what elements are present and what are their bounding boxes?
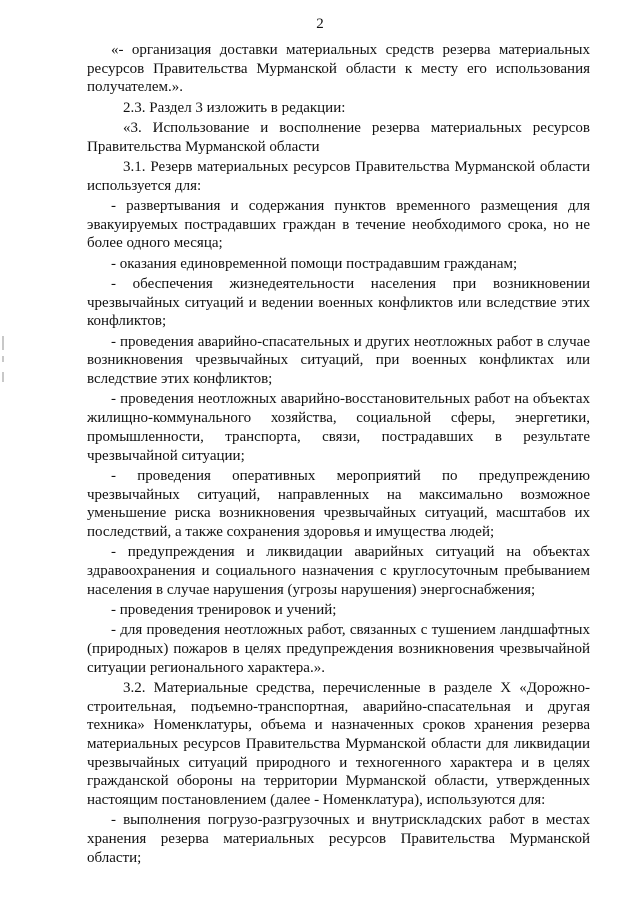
paragraph-3-2: 3.2. Материальные средства, перечисленные в разделе X «Дорожно-строительная, подъемно-транспортная, аварийно-спасательная и другая техника» Номенклатуры, объема и назначенных сроков хранения резерва материальных ресурсов Правительства Мурманской области для ликвидации чрезвычайных ситуаций природного и техногенного характера и в целях гражданской обороны на территории Мурманской области, утвержденных настоящим постановлением (далее - Номенклатура), используются для: [87,679,590,809]
paragraph-amendment-2-3: 2.3. Раздел 3 изложить в редакции: [123,99,346,116]
paragraph-bullet: - выполнения погрузо-разгрузочных и внутрискладских работ в местах хранения резерва материальных ресурсов Правительства Мурманской области; [87,812,590,866]
margin-scan-mark [2,372,4,382]
document-body [87,41,590,869]
paragraph-bullet: - обеспечения жизнедеятельности населения при возникновении чрезвычайных ситуаций и ведении военных конфликтов или вследствие этих конфликтов; [87,276,590,330]
paragraph-bullet: - проведения аварийно-спасательных и других неотложных работ в случае возникновения чрезвычайных ситуаций, при военных конфликтах или вследствие этих конфликтов; [87,333,590,388]
paragraph-bullet: - проведения неотложных аварийно-восстановительных работ на объектах жилищно-коммунального хозяйства, социальной сферы, энергетики, промышленности, транспорта, связи, пострадавших в результате чрезвычайной ситуации; [87,391,590,464]
page-number: 2 [316,16,324,32]
paragraph-bullet: - проведения тренировок и учений; [111,601,337,618]
paragraph-bullet: - развертывания и содержания пунктов временного размещения для эвакуируемых пострадавших граждан в течение необходимого срока, но не более одного месяца; [87,198,590,252]
section-3-heading: «3. Использование и восполнение резерва материальных ресурсов Правительства Мурманской области [87,120,590,155]
paragraph-bullet: - для проведения неотложных работ, связанных с тушением ландшафтных (природных) пожаров в целях предупреждения возникновения чрезвычайной ситуации регионального характера.». [87,622,590,676]
paragraph-3-1: 3.1. Резерв материальных ресурсов Правительства Мурманской области используется для: [87,159,590,194]
paragraph-bullet: - предупреждения и ликвидации аварийных ситуаций на объектах здравоохранения и социального назначения с круглосуточным пребыванием населения в случае нарушения (угрозы нарушения) энергоснабжения; [87,544,590,598]
paragraph-bullet: - оказания единовременной помощи пострадавшим гражданам; [111,255,518,272]
paragraph-bullet: «- организация доставки материальных средств резерва материальных ресурсов Правительства Мурманской области к месту его использования получателем.». [87,42,590,96]
paragraph-bullet: - проведения оперативных мероприятий по предупреждению чрезвычайных ситуаций, направленных на максимально возможное уменьшение риска возникновения чрезвычайных ситуаций, масштабов их последствий, а также сохранения здоровья и имущества людей; [87,467,590,540]
margin-scan-mark [2,336,4,350]
margin-scan-mark [2,356,4,362]
